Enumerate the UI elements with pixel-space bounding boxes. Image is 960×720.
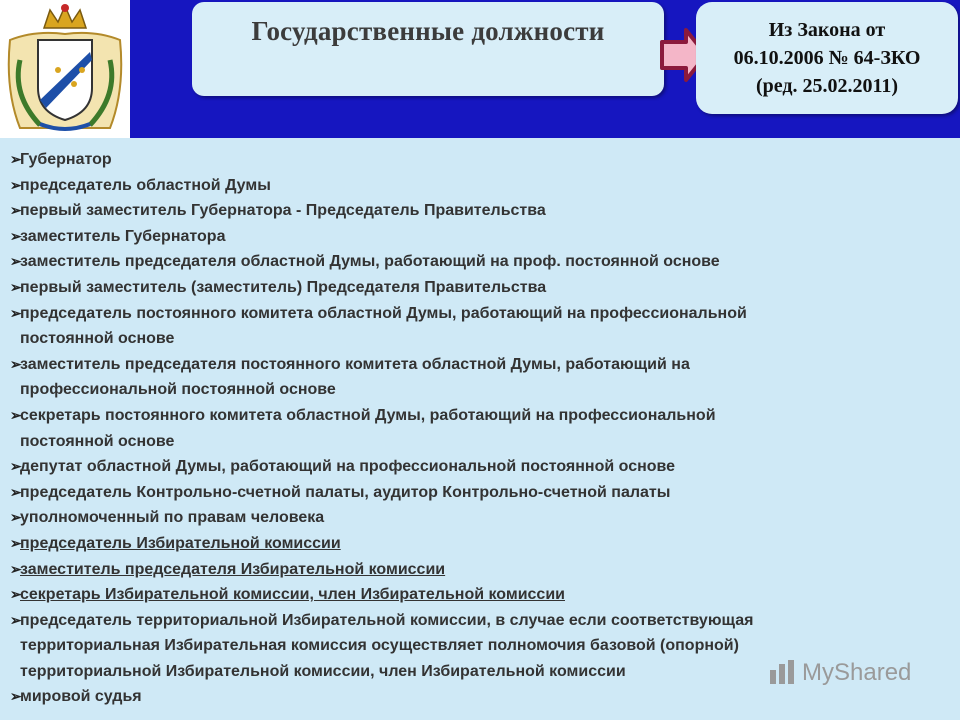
list-item-text: территориальная Избирательная комиссия осуществляет полномочия базовой (опорной) <box>20 637 739 655</box>
list-item-text: заместитель председателя областной Думы, работающий на проф. постоянной основе <box>20 253 720 271</box>
arrow-bullet-icon: ➢ <box>10 509 22 526</box>
list-item-text: первый заместитель Губернатора - Председатель Правительства <box>20 202 546 220</box>
list-item <box>10 249 945 275</box>
list-item <box>10 301 945 352</box>
positions-list <box>10 147 945 710</box>
list-item <box>10 352 945 403</box>
list-item-text: председатель областной Думы <box>20 176 271 194</box>
list-item <box>10 454 945 480</box>
list-item <box>10 198 945 224</box>
myshared-logo-icon <box>768 658 798 688</box>
arrow-bullet-icon: ➢ <box>10 304 22 321</box>
law-reference-line-2: 06.10.2006 № 64-ЗКО <box>733 47 921 69</box>
arrow-bullet-icon: ➢ <box>10 355 22 372</box>
law-reference-panel <box>696 2 958 114</box>
arrow-bullet-icon: ➢ <box>10 611 22 628</box>
list-item <box>10 505 945 531</box>
page-title: Государственные должности <box>251 15 605 46</box>
list-item <box>10 403 945 454</box>
list-item-text: постоянной основе <box>20 330 175 348</box>
arrow-bullet-icon: ➢ <box>10 483 22 500</box>
list-item <box>10 147 945 173</box>
arrow-bullet-icon: ➢ <box>10 278 22 295</box>
list-item <box>10 275 945 301</box>
title-panel <box>192 2 664 96</box>
list-item-text: председатель постоянного комитета областной Думы, работающий на профессиональной <box>20 304 747 322</box>
list-item-text: заместитель председателя постоянного комитета областной Думы, работающий на <box>20 355 690 373</box>
list-item-text: председатель Избирательной комиссии <box>20 534 341 552</box>
list-item-text: заместитель председателя Избирательной комиссии <box>20 560 446 578</box>
list-item <box>10 480 945 506</box>
list-item <box>10 531 945 557</box>
list-item-text: территориальной Избирательной комиссии, член Избирательной комиссии <box>20 662 626 680</box>
list-item-text: депутат областной Думы, работающий на профессиональной постоянной основе <box>20 458 676 476</box>
list-item-text: первый заместитель (заместитель) Председателя Правительства <box>20 278 547 296</box>
list-item-text: секретарь постоянного комитета областной Думы, работающий на профессиональной <box>20 406 716 424</box>
list-item-text: постоянной основе <box>20 432 175 450</box>
list-item <box>10 582 945 608</box>
watermark-text: MyShared <box>802 659 912 686</box>
list-item-text: секретарь Избирательной комиссии, член Избирательной комиссии <box>20 586 565 604</box>
arrow-bullet-icon: ➢ <box>10 688 22 705</box>
list-item-text: уполномоченный по правам человека <box>20 509 325 527</box>
list-item-text: председатель Контрольно-счетной палаты, аудитор Контрольно-счетной палаты <box>20 483 671 501</box>
list-item-text: Губернатор <box>20 151 112 168</box>
coat-of-arms-icon <box>0 0 130 138</box>
law-reference-line-3: (ред. 25.02.2011) <box>755 75 899 97</box>
arrow-bullet-icon: ➢ <box>10 176 22 193</box>
list-item-text: заместитель Губернатора <box>20 227 226 245</box>
arrow-bullet-icon: ➢ <box>10 534 22 551</box>
list-item-text: профессиональной постоянной основе <box>20 381 336 399</box>
arrow-bullet-icon: ➢ <box>10 406 22 423</box>
list-item <box>10 557 945 583</box>
arrow-bullet-icon: ➢ <box>10 586 22 603</box>
arrow-bullet-icon: ➢ <box>10 227 22 244</box>
law-reference-line-1: Из Закона от <box>768 19 886 41</box>
watermark <box>768 656 928 690</box>
arrow-bullet-icon: ➢ <box>10 253 22 270</box>
arrow-bullet-icon: ➢ <box>10 560 22 577</box>
arrow-bullet-icon: ➢ <box>10 458 22 475</box>
list-item-text: мировой судья <box>20 688 142 706</box>
list-item <box>10 224 945 250</box>
arrow-bullet-icon: ➢ <box>10 151 22 167</box>
arrow-bullet-icon: ➢ <box>10 202 22 219</box>
list-item <box>10 173 945 199</box>
list-item-text: председатель территориальной Избирательной комиссии, в случае если соответствующая <box>20 611 754 629</box>
